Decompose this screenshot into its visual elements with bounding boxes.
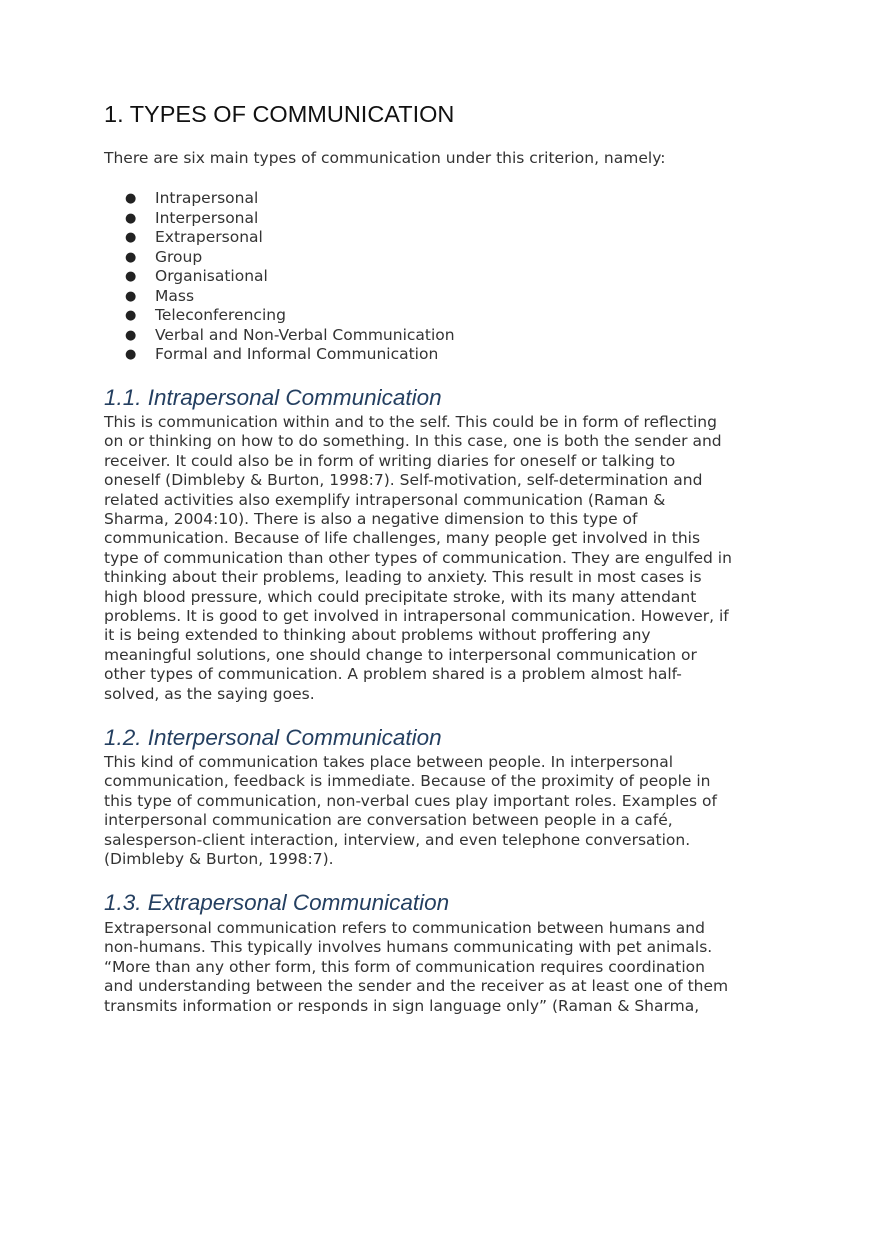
list-item-text: Interpersonal [155,208,259,227]
body-line: related activities also exemplify intrapersonal communication (Raman & [104,490,666,509]
section-heading-intrapersonal: 1.1. Intrapersonal Communication [104,385,442,410]
body-line: communication, feedback is immediate. Because of the proximity of people in [104,772,711,791]
list-item [104,345,455,365]
section-body-intrapersonal [104,413,732,704]
body-line: and understanding between the sender and the receiver as at least one of them [104,977,729,996]
body-line: solved, as the saying goes. [104,684,315,703]
body-line: on or thinking on how to do something. In this case, one is both the sender and [104,432,722,451]
list-item [104,326,455,346]
bullet-icon: ● [125,249,137,265]
body-line: thinking about their problems, leading to anxiety. This result in most cases is [104,568,702,587]
body-line: receiver. It could also be in form of writing diaries for oneself or talking to [104,451,676,470]
section-body-interpersonal [104,753,717,869]
list-item-text: Verbal and Non-Verbal Communication [155,325,455,344]
bullet-icon: ● [125,210,137,226]
communication-types-list [104,189,455,365]
bullet-icon: ● [125,308,137,323]
list-item-text: Organisational [155,267,268,285]
page-title: 1. TYPES OF COMMUNICATION [104,101,455,127]
body-line: transmits information or responds in sign language only” (Raman & Sharma, [104,996,700,1015]
body-line: this type of communication, non-verbal cues play important roles. Examples of [104,791,717,810]
section-body-extrapersonal [104,919,728,1016]
list-item-text: Mass [155,286,195,305]
bullet-icon: ● [125,230,137,245]
body-line: meaningful solutions, one should change to interpersonal communication or [104,645,697,664]
body-line: Sharma, 2004:10). There is also a negative dimension to this type of [104,510,638,529]
list-item-text: Intrapersonal [155,189,259,207]
list-item-text: Teleconferencing [155,306,286,324]
body-line: Extrapersonal communication refers to communication between humans and [104,919,705,937]
body-line: interpersonal communication are conversation between people in a café, [104,811,673,830]
list-item [104,287,455,307]
body-line: oneself (Dimbleby & Burton, 1998:7). Self-motivation, self-determination and [104,471,703,490]
body-line: This is communication within and to the self. This could be in form of reflecting [104,413,717,431]
body-line: (Dimbleby & Burton, 1998:7). [104,850,334,869]
bullet-icon: ● [125,327,137,343]
list-item-text: Formal and Informal Communication [155,345,439,363]
list-item-text: Group [155,247,203,266]
body-line: “More than any other form, this form of communication requires coordination [104,957,705,976]
body-line: This kind of communication takes place between people. In interpersonal [104,753,674,771]
bullet-icon: ● [125,191,137,206]
intro-paragraph: There are six main types of communication under this criterion, namely: [104,149,666,167]
body-line: high blood pressure, which could precipitate stroke, with its many attendant [104,587,697,606]
list-item [104,228,455,248]
body-line: it is being extended to thinking about problems without proffering any [104,626,651,645]
list-item [104,306,455,326]
list-item [104,209,455,229]
body-line: problems. It is good to get involved in intrapersonal communication. However, if [104,607,729,626]
list-item-text: Extrapersonal [155,228,263,246]
list-item [104,248,455,268]
body-line: type of communication than other types of communication. They are engulfed in [104,548,732,567]
body-line: non-humans. This typically involves humans communicating with pet animals. [104,938,713,957]
body-line: salesperson-client interaction, interview, and even telephone conversation. [104,830,691,849]
list-item [104,189,455,209]
section-heading-interpersonal: 1.2. Interpersonal Communication [104,725,442,750]
body-line: communication. Because of life challenges, many people get involved in this [104,529,701,548]
section-heading-extrapersonal: 1.3. Extrapersonal Communication [104,890,450,915]
bullet-icon: ● [125,347,137,362]
list-item [104,267,455,287]
bullet-icon: ● [125,288,137,304]
body-line: other types of communication. A problem shared is a problem almost half- [104,665,682,684]
bullet-icon: ● [125,269,137,284]
